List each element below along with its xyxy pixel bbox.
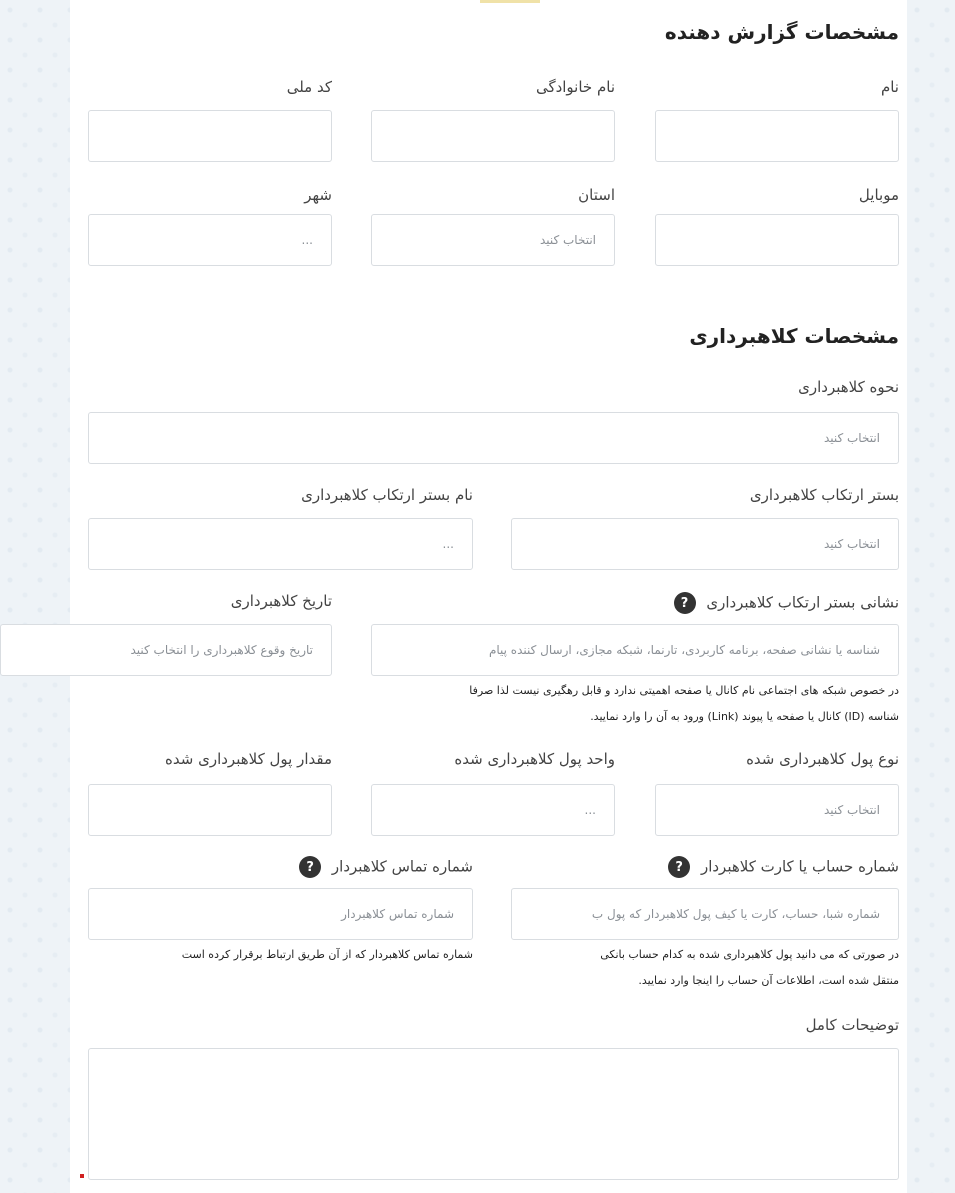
province-select-value: انتخاب کنید xyxy=(539,233,596,247)
description-textarea[interactable] xyxy=(88,1048,899,1180)
contact-placeholder: شماره تماس کلاهبردار xyxy=(341,907,454,921)
left-pattern-strip xyxy=(0,0,70,1193)
fraud-section-title: مشخصات کلاهبرداری xyxy=(689,324,899,348)
money-unit-select[interactable] xyxy=(371,784,615,836)
name-input[interactable] xyxy=(655,110,899,162)
platform-address-help-icon[interactable]: ? xyxy=(674,592,696,614)
platform-address-placeholder: شناسه یا نشانی صفحه، برنامه کاربردی، تارنما، شبکه مجازی، ارسال کننده پیام xyxy=(488,643,880,657)
contact-label: شماره تماس کلاهبردار xyxy=(331,857,473,876)
fraud-date-placeholder: تاریخ وقوع کلاهبرداری را انتخاب کنید xyxy=(130,643,313,657)
money-amount-label: مقدار پول کلاهبرداری شده xyxy=(165,750,332,768)
province-label: استان xyxy=(578,186,615,204)
fraud-method-select[interactable] xyxy=(88,412,899,464)
contact-hint: شماره تماس کلاهبردار که از آن طریق ارتباط برقرار کرده است xyxy=(181,948,473,961)
platform-address-label-row xyxy=(674,592,899,614)
mobile-input[interactable] xyxy=(655,214,899,266)
contact-label-row xyxy=(299,856,473,878)
money-type-label: نوع پول کلاهبرداری شده xyxy=(746,750,899,768)
fraud-date-label: تاریخ کلاهبرداری xyxy=(230,592,332,610)
fraud-date-input[interactable] xyxy=(0,624,332,676)
account-label: شماره حساب یا کارت کلاهبردار xyxy=(700,857,899,876)
account-label-row xyxy=(668,856,899,878)
reporter-section-title: مشخصات گزارش دهنده xyxy=(664,20,899,44)
name-label: نام xyxy=(880,78,899,96)
fraud-platform-label: بستر ارتکاب کلاهبرداری xyxy=(749,486,899,504)
national-code-input[interactable] xyxy=(88,110,332,162)
account-input[interactable] xyxy=(511,888,899,940)
city-select[interactable] xyxy=(88,214,332,266)
money-amount-input[interactable] xyxy=(88,784,332,836)
fraud-platform-name-select[interactable] xyxy=(88,518,473,570)
last-name-label: نام خانوادگی xyxy=(535,78,615,96)
platform-address-label: نشانی بستر ارتکاب کلاهبرداری xyxy=(706,593,899,612)
platform-address-hint-line2: شناسه (ID) کانال یا صفحه یا پیوند (Link) ورود به آن را وارد نمایید. xyxy=(590,710,899,723)
account-hint-line2: منتقل شده است، اطلاعات آن حساب را اینجا وارد نمایید. xyxy=(638,974,899,987)
account-placeholder: شماره شبا، حساب، کارت یا کیف پول کلاهبردار که پول ب xyxy=(591,907,880,921)
province-select[interactable] xyxy=(371,214,615,266)
fraud-method-select-value: انتخاب کنید xyxy=(823,431,880,445)
fraud-platform-name-label: نام بستر ارتکاب کلاهبرداری xyxy=(301,486,473,504)
right-pattern-strip xyxy=(907,0,955,1193)
mobile-label: موبایل xyxy=(858,186,899,204)
fraud-platform-select[interactable] xyxy=(511,518,899,570)
money-unit-select-value: ... xyxy=(584,803,596,817)
last-name-input[interactable] xyxy=(371,110,615,162)
contact-input[interactable] xyxy=(88,888,473,940)
contact-help-icon[interactable]: ? xyxy=(299,856,321,878)
fraud-platform-name-select-value: ... xyxy=(442,537,454,551)
platform-address-input[interactable] xyxy=(371,624,899,676)
city-select-value: ... xyxy=(301,233,313,247)
resize-marker xyxy=(80,1174,84,1178)
account-hint-line1: در صورتی که می دانید پول کلاهبرداری شده به کدام حساب بانکی xyxy=(600,948,899,961)
national-code-label: کد ملی xyxy=(286,78,332,96)
platform-address-hint-line1: در خصوص شبکه های اجتماعی نام کانال یا صفحه اهمیتی ندارد و قابل رهگیری نیست لذا صرفا xyxy=(469,684,899,697)
fraud-platform-select-value: انتخاب کنید xyxy=(823,537,880,551)
city-label: شهر xyxy=(304,186,332,204)
fraud-method-label: نحوه کلاهبرداری xyxy=(798,378,899,396)
money-type-select-value: انتخاب کنید xyxy=(823,803,880,817)
account-help-icon[interactable]: ? xyxy=(668,856,690,878)
description-label: توضیحات کامل xyxy=(805,1016,899,1034)
money-type-select[interactable] xyxy=(655,784,899,836)
top-accent-line xyxy=(480,0,540,3)
money-unit-label: واحد پول کلاهبرداری شده xyxy=(454,750,615,768)
